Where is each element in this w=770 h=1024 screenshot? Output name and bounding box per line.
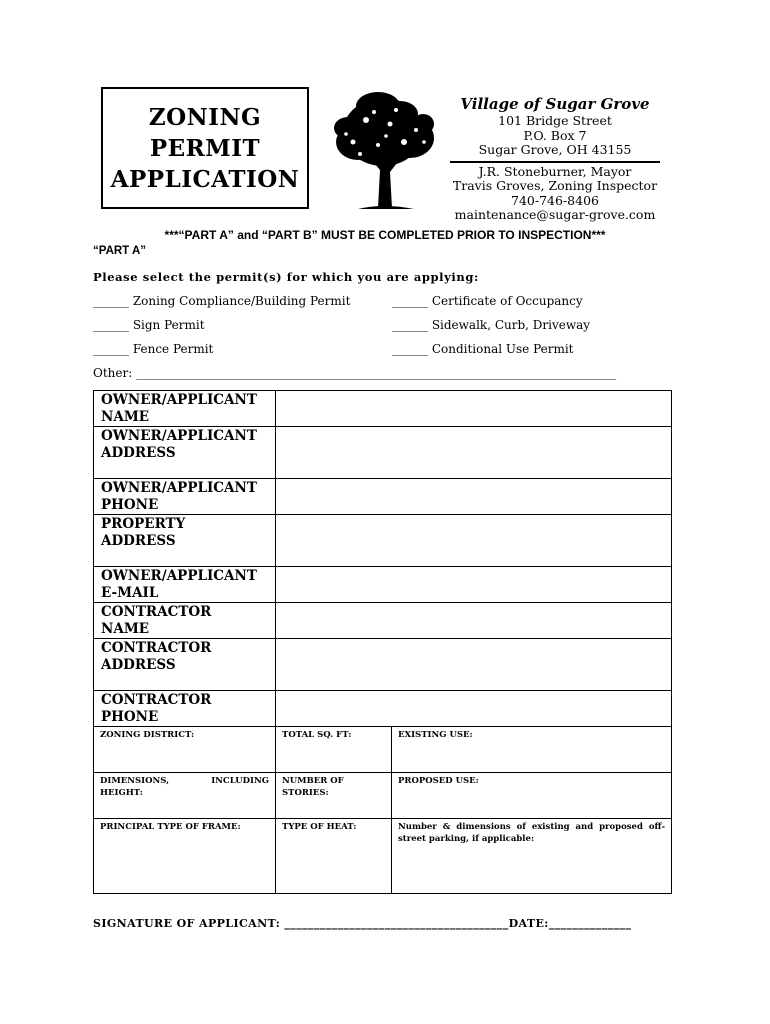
permit-option-conditional[interactable]: ______ Conditional Use Permit bbox=[392, 342, 574, 356]
title-box bbox=[101, 87, 309, 209]
field-row-property-address bbox=[94, 515, 672, 567]
mayor-line: J.R. Stoneburner, Mayor bbox=[478, 163, 632, 179]
parking-cell[interactable]: Number & dimensions of existing and proposed off-street parking, if applicable: bbox=[392, 819, 672, 894]
number-of-stories-cell[interactable]: NUMBER OF STORIES: bbox=[276, 773, 392, 819]
field-row-owner-address bbox=[94, 427, 672, 479]
property-address-label: PROPERTY ADDRESS bbox=[94, 515, 276, 567]
village-name: Village of Sugar Grove bbox=[460, 95, 650, 113]
field-row-owner-name bbox=[94, 391, 672, 427]
part-a-label: “PART A” bbox=[93, 245, 147, 257]
heat-type-cell[interactable]: TYPE OF HEAT: bbox=[276, 819, 392, 894]
header-divider bbox=[450, 161, 660, 163]
title-line-1: ZONING bbox=[148, 103, 262, 131]
inspection-notice: ***“PART A” and “PART B” MUST BE COMPLETED PRIOR TO INSPECTION*** bbox=[164, 228, 606, 242]
phone-line: 740-746-8406 bbox=[511, 192, 599, 208]
field-row-contractor-phone bbox=[94, 691, 672, 727]
address-line-3: Sugar Grove, OH 43155 bbox=[478, 142, 632, 157]
owner-phone-input[interactable] bbox=[276, 479, 672, 515]
select-prompt: Please select the permit(s) for which you are applying: bbox=[93, 270, 479, 284]
field-row-owner-phone bbox=[94, 479, 672, 515]
owner-name-label: OWNER/APPLICANT NAME bbox=[94, 391, 276, 427]
contractor-address-input[interactable] bbox=[276, 639, 672, 691]
contractor-phone-input[interactable] bbox=[276, 691, 672, 727]
permit-option-fence[interactable]: ______ Fence Permit bbox=[93, 342, 214, 356]
owner-address-label: OWNER/APPLICANT ADDRESS bbox=[94, 427, 276, 479]
permit-option-sign[interactable]: ______ Sign Permit bbox=[93, 318, 205, 332]
detail-row-1 bbox=[94, 727, 672, 773]
permit-option-occupancy[interactable]: ______ Certificate of Occupancy bbox=[392, 294, 583, 308]
email-line: maintenance@sugar-grove.com bbox=[454, 207, 656, 222]
field-row-contractor-address bbox=[94, 639, 672, 691]
contractor-phone-label: CONTRACTOR PHONE bbox=[94, 691, 276, 727]
title-line-2: PERMIT bbox=[149, 134, 261, 162]
existing-use-cell[interactable]: EXISTING USE: bbox=[392, 727, 672, 773]
application-form-grid bbox=[93, 390, 671, 894]
signature-date-line[interactable]: SIGNATURE OF APPLICANT: ______________________________________DATE:______________ bbox=[93, 917, 632, 930]
address-line-2: P.O. Box 7 bbox=[523, 127, 587, 143]
contractor-name-input[interactable] bbox=[276, 603, 672, 639]
title-line-3: APPLICATION bbox=[110, 165, 300, 193]
detail-row-3 bbox=[94, 819, 672, 894]
inspector-line: Travis Groves, Zoning Inspector bbox=[452, 178, 658, 193]
village-info bbox=[450, 94, 660, 223]
permit-option-zoning[interactable]: ______ Zoning Compliance/Building Permit bbox=[93, 294, 351, 308]
dimensions-cell[interactable]: DIMENSIONS, INCLUDING HEIGHT: bbox=[94, 773, 276, 819]
contractor-address-label: CONTRACTOR ADDRESS bbox=[94, 639, 276, 691]
field-row-owner-email bbox=[94, 567, 672, 603]
property-address-input[interactable] bbox=[276, 515, 672, 567]
address-line-1: 101 Bridge Street bbox=[498, 113, 612, 128]
contractor-name-label: CONTRACTOR NAME bbox=[94, 603, 276, 639]
other-permit-line[interactable]: Other: ________________________________________________________________________________ bbox=[93, 366, 617, 380]
owner-address-input[interactable] bbox=[276, 427, 672, 479]
detail-row-2 bbox=[94, 773, 672, 819]
zoning-district-cell[interactable]: ZONING DISTRICT: bbox=[94, 727, 276, 773]
proposed-use-cell[interactable]: PROPOSED USE: bbox=[392, 773, 672, 819]
frame-type-cell[interactable]: PRINCIPAL TYPE OF FRAME: bbox=[94, 819, 276, 894]
field-row-contractor-name bbox=[94, 603, 672, 639]
owner-name-input[interactable] bbox=[276, 391, 672, 427]
permit-option-sidewalk[interactable]: ______ Sidewalk, Curb, Driveway bbox=[392, 318, 591, 332]
total-sq-ft-cell[interactable]: TOTAL SQ. FT: bbox=[276, 727, 392, 773]
owner-email-label: OWNER/APPLICANT E-MAIL bbox=[94, 567, 276, 603]
owner-phone-label: OWNER/APPLICANT PHONE bbox=[94, 479, 276, 515]
owner-email-input[interactable] bbox=[276, 567, 672, 603]
tree-logo-icon bbox=[328, 90, 438, 210]
